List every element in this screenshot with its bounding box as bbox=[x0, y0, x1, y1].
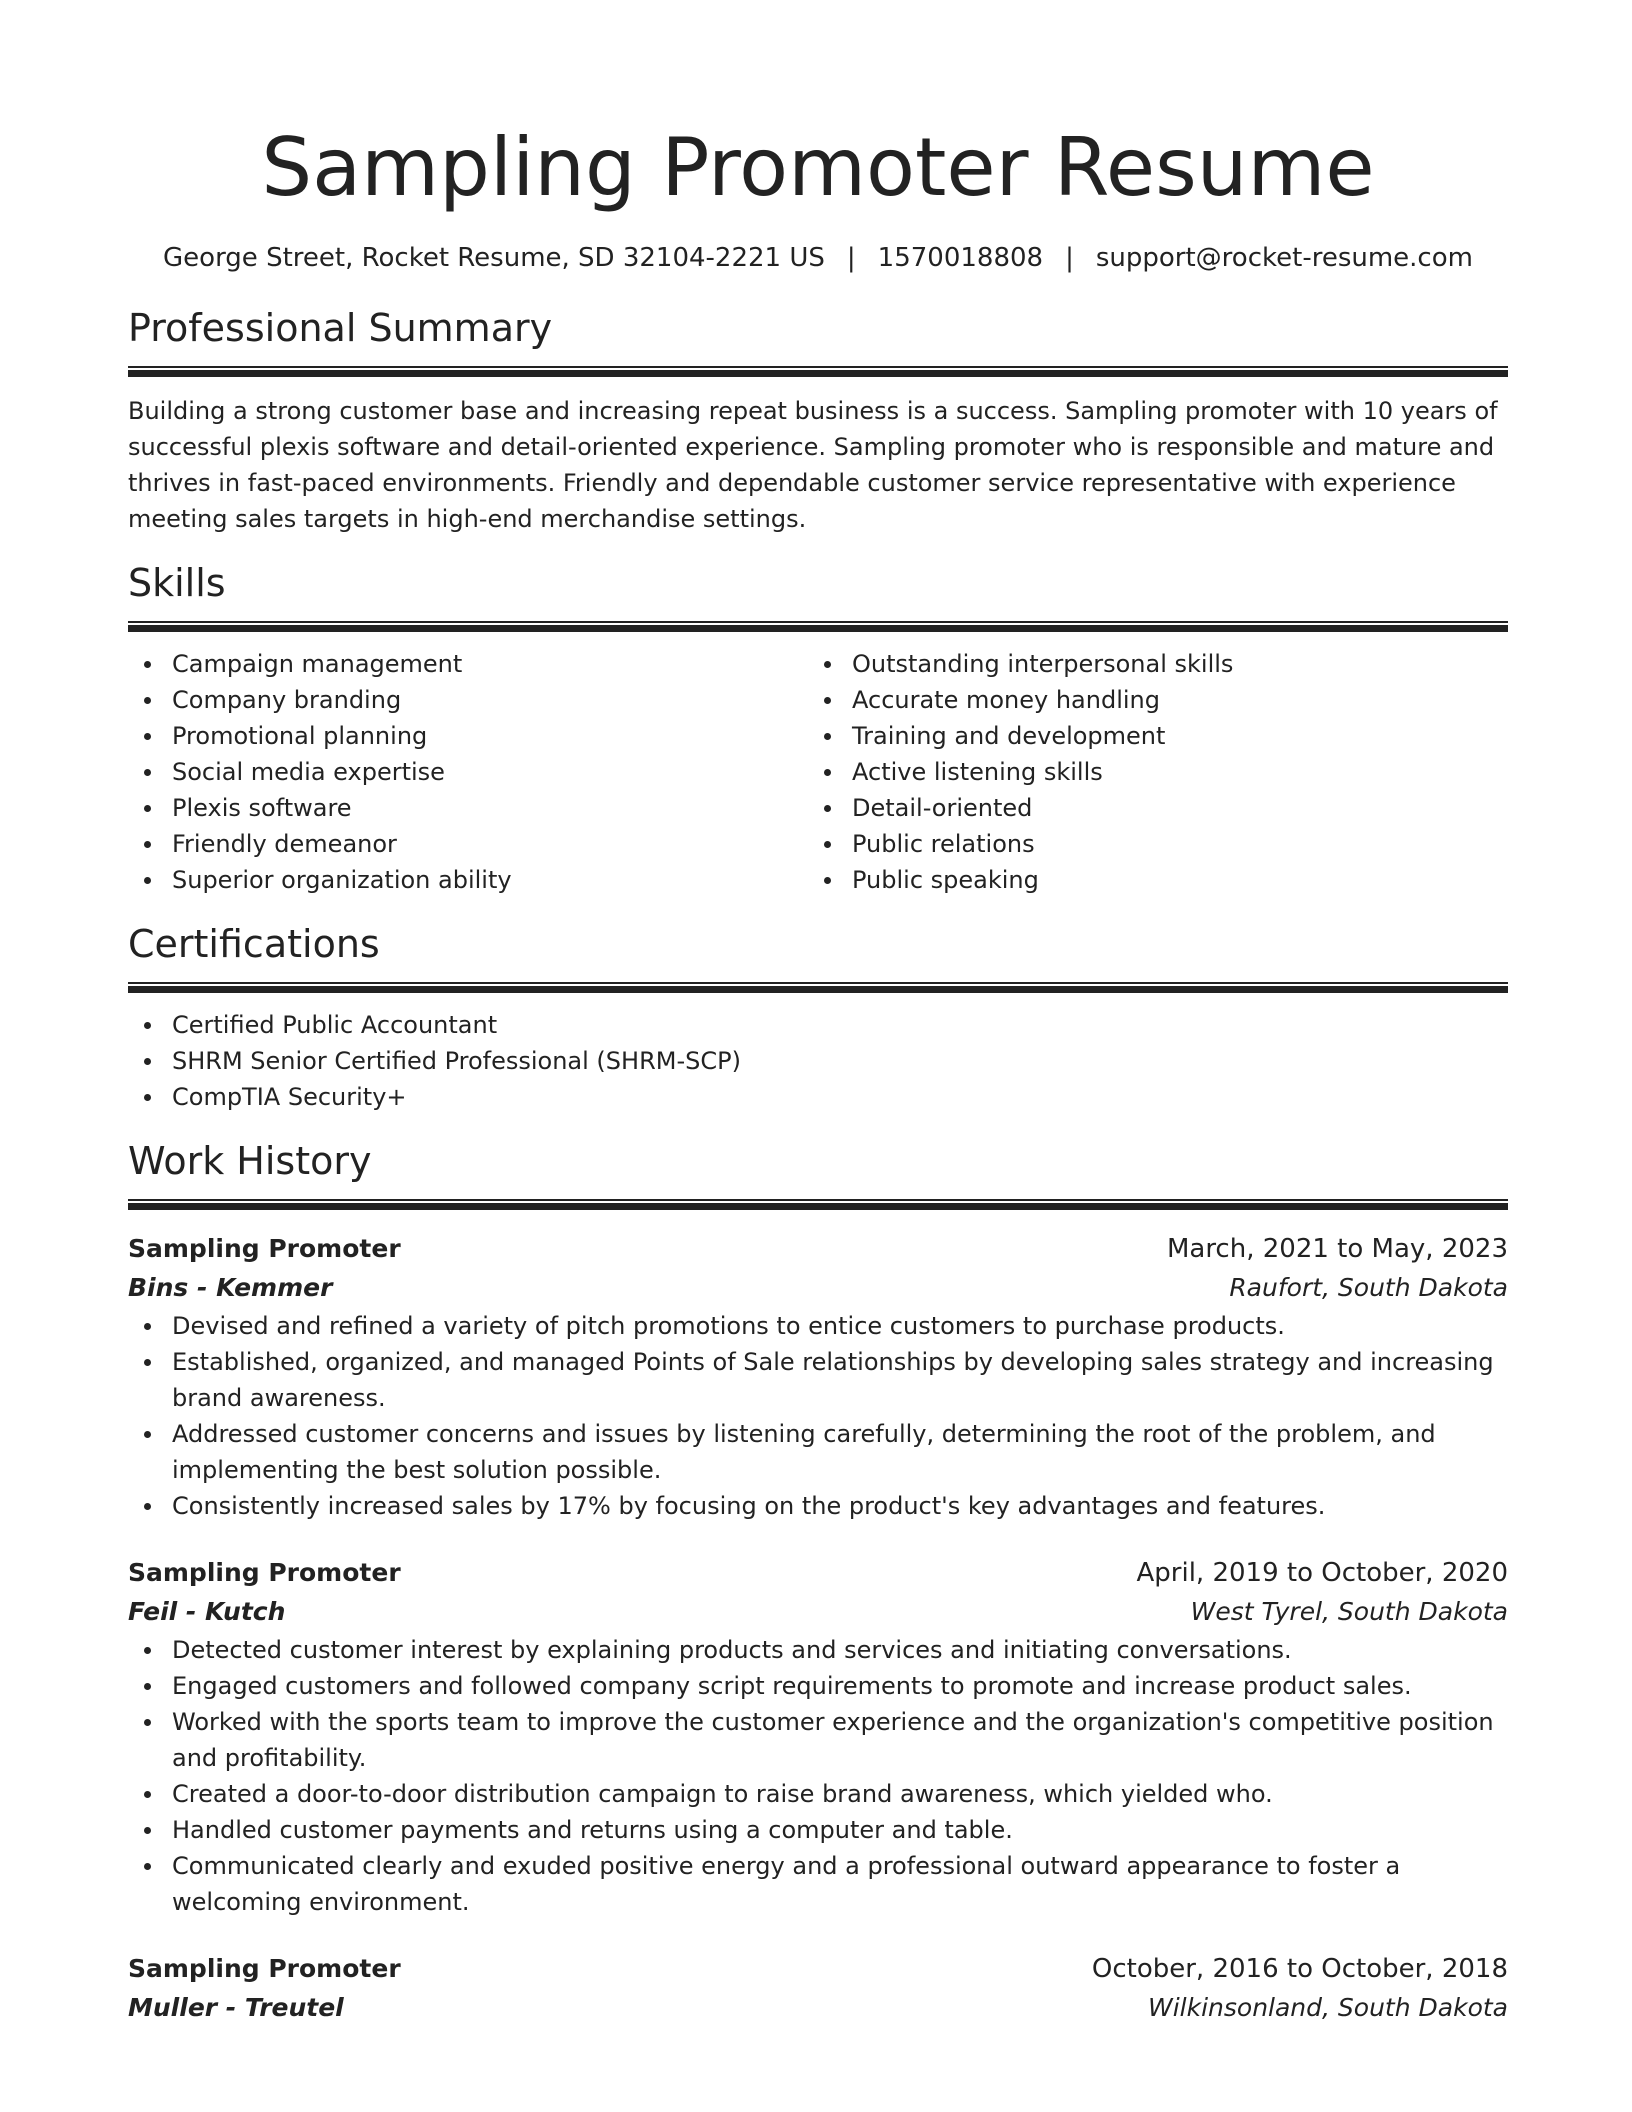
skills-grid bbox=[128, 646, 1508, 898]
job-location: West Tyrel, South Dakota bbox=[1190, 1597, 1508, 1626]
skill-item: Superior organization ability bbox=[172, 862, 808, 898]
skill-item: Social media expertise bbox=[172, 754, 808, 790]
skill-item: Outstanding interpersonal skills bbox=[852, 646, 1488, 682]
job-header-row bbox=[128, 1554, 1508, 1592]
certification-item: SHRM Senior Certified Professional (SHRM-SCP) bbox=[172, 1043, 1508, 1079]
skill-item: Public relations bbox=[852, 826, 1488, 862]
skill-item: Plexis software bbox=[172, 790, 808, 826]
job-entry bbox=[128, 1554, 1508, 1920]
section-divider bbox=[128, 1199, 1508, 1210]
job-bullet: Addressed customer concerns and issues by listening carefully, determining the root of the problem, and implementing the best solution possible. bbox=[172, 1416, 1508, 1488]
certifications-heading: Certifications bbox=[128, 922, 380, 966]
skill-item: Accurate money handling bbox=[852, 682, 1488, 718]
section-divider bbox=[128, 366, 1508, 377]
job-company: Feil - Kutch bbox=[128, 1597, 286, 1626]
certifications-section bbox=[128, 920, 1508, 1115]
contact-line bbox=[128, 240, 1508, 276]
skills-section bbox=[128, 559, 1508, 898]
section-divider bbox=[128, 982, 1508, 993]
skill-item: Company branding bbox=[172, 682, 808, 718]
skill-item: Active listening skills bbox=[852, 754, 1488, 790]
skill-item: Detail-oriented bbox=[852, 790, 1488, 826]
resume-title: Sampling Promoter Resume bbox=[261, 121, 1375, 214]
skill-item: Friendly demeanor bbox=[172, 826, 808, 862]
job-entry bbox=[128, 1950, 1508, 2028]
certification-item: CompTIA Security+ bbox=[172, 1079, 1508, 1115]
contact-email: support@rocket-resume.com bbox=[1095, 243, 1473, 273]
resume-content bbox=[128, 0, 1508, 2028]
job-bullet: Detected customer interest by explaining products and services and initiating conversations. bbox=[172, 1632, 1508, 1668]
skills-column-right bbox=[808, 646, 1488, 898]
skill-item: Training and development bbox=[852, 718, 1488, 754]
job-bullet: Created a door-to-door distribution campaign to raise brand awareness, which yielded who. bbox=[172, 1776, 1508, 1812]
summary-heading: Professional Summary bbox=[128, 306, 553, 350]
job-bullet: Communicated clearly and exuded positive energy and a professional outward appearance to foster a welcoming environment. bbox=[172, 1848, 1508, 1920]
job-company: Muller - Treutel bbox=[128, 1993, 344, 2022]
job-dates: April, 2019 to October, 2020 bbox=[1136, 1558, 1508, 1588]
job-bullet: Consistently increased sales by 17% by focusing on the product's key advantages and features. bbox=[172, 1488, 1508, 1524]
job-bullets bbox=[128, 1308, 1508, 1524]
job-bullet: Handled customer payments and returns using a computer and table. bbox=[172, 1812, 1508, 1848]
job-title: Sampling Promoter bbox=[128, 1234, 401, 1263]
job-bullet: Engaged customers and followed company script requirements to promote and increase product sales. bbox=[172, 1668, 1508, 1704]
summary-section bbox=[128, 304, 1508, 537]
job-bullet: Established, organized, and managed Points of Sale relationships by developing sales strategy and increasing brand awareness. bbox=[172, 1344, 1508, 1416]
summary-text: Building a strong customer base and increasing repeat business is a success. Sampling promoter with 10 years of successful plexis software and detail-oriented experience. Sampling promoter who is responsible and mature and thrives in fast-paced environments. Friendly and dependable customer service representative with experience meeting sales targets in high-end merchandise settings. bbox=[128, 397, 1498, 533]
job-bullets bbox=[128, 1632, 1508, 1920]
job-company-row bbox=[128, 1988, 1508, 2028]
contact-phone: 1570018808 bbox=[877, 243, 1044, 273]
contact-separator: | bbox=[846, 243, 856, 273]
job-bullet: Devised and refined a variety of pitch promotions to entice customers to purchase products. bbox=[172, 1308, 1508, 1344]
certification-item: Certified Public Accountant bbox=[172, 1007, 1508, 1043]
job-company-row bbox=[128, 1268, 1508, 1308]
jobs-list bbox=[128, 1230, 1508, 2028]
job-dates: March, 2021 to May, 2023 bbox=[1166, 1234, 1508, 1264]
job-company: Bins - Kemmer bbox=[128, 1273, 333, 1302]
contact-address: George Street, Rocket Resume, SD 32104-2221 US bbox=[163, 243, 825, 273]
skills-heading: Skills bbox=[128, 561, 226, 605]
skills-list-right bbox=[808, 646, 1488, 898]
job-location: Raufort, South Dakota bbox=[1229, 1273, 1508, 1302]
job-bullet: Worked with the sports team to improve the customer experience and the organization's competitive position and profitability. bbox=[172, 1704, 1508, 1776]
certifications-list bbox=[128, 1007, 1508, 1115]
skill-item: Promotional planning bbox=[172, 718, 808, 754]
job-title: Sampling Promoter bbox=[128, 1954, 401, 1983]
job-location: Wilkinsonland, South Dakota bbox=[1148, 1993, 1508, 2022]
job-title: Sampling Promoter bbox=[128, 1558, 401, 1587]
skills-list-left bbox=[128, 646, 808, 898]
section-divider bbox=[128, 621, 1508, 632]
skill-item: Campaign management bbox=[172, 646, 808, 682]
job-company-row bbox=[128, 1592, 1508, 1632]
job-header-row bbox=[128, 1950, 1508, 1988]
skills-column-left bbox=[128, 646, 808, 898]
job-entry bbox=[128, 1230, 1508, 1524]
work-history-heading: Work History bbox=[128, 1139, 372, 1183]
work-history-section bbox=[128, 1137, 1508, 2028]
contact-separator: | bbox=[1065, 243, 1074, 273]
skill-item: Public speaking bbox=[852, 862, 1488, 898]
job-dates: October, 2016 to October, 2018 bbox=[1091, 1954, 1508, 1984]
job-header-row bbox=[128, 1230, 1508, 1268]
